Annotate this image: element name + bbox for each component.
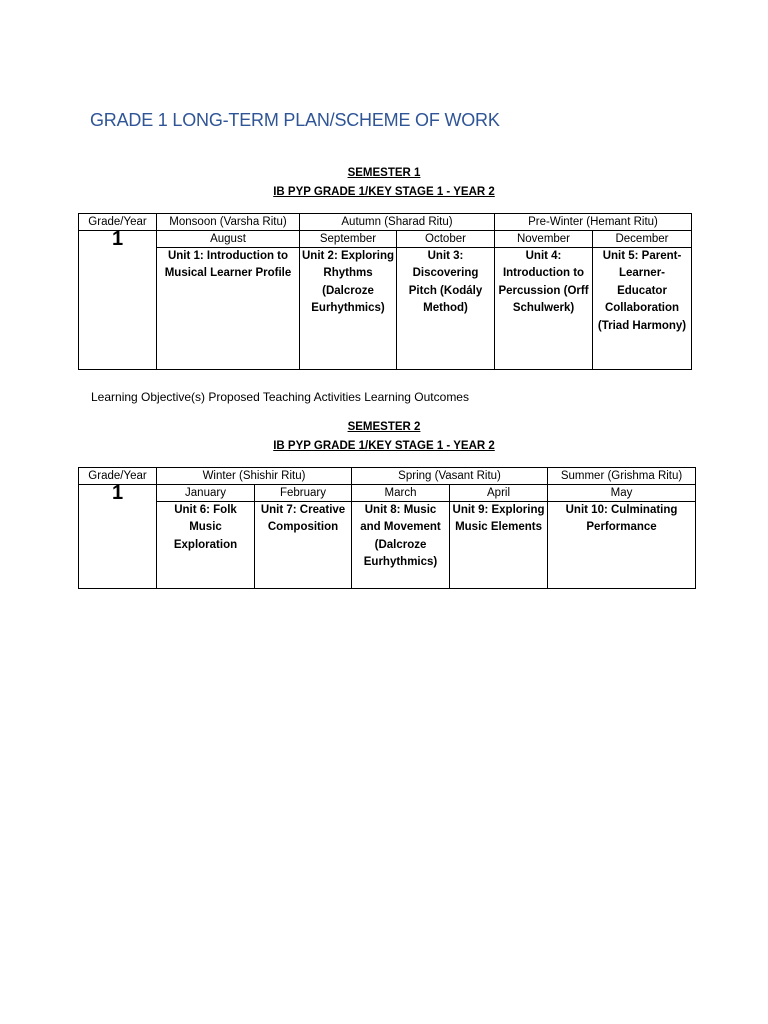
unit-row — [79, 502, 696, 589]
month-cell: February — [255, 485, 352, 502]
unit-cell: Unit 6: Folk Music Exploration — [157, 502, 255, 589]
month-cell: December — [593, 231, 692, 248]
month-row — [79, 485, 696, 502]
semester-2-heading — [0, 418, 768, 456]
season-cell: Pre-Winter (Hemant Ritu) — [495, 214, 692, 231]
month-cell: March — [352, 485, 450, 502]
semester-1-table — [78, 213, 692, 370]
unit-cell: Unit 8: Music and Movement (Dalcroze Eurhythmics) — [352, 502, 450, 589]
season-cell: Spring (Vasant Ritu) — [352, 468, 548, 485]
semester-1-title: SEMESTER 1 — [347, 167, 421, 179]
season-cell: Summer (Grishma Ritu) — [548, 468, 696, 485]
semester-1-subtitle: IB PYP GRADE 1/KEY STAGE 1 - YEAR 2 — [273, 186, 495, 198]
grade-year-header: Grade/Year — [79, 468, 157, 485]
month-cell: April — [450, 485, 548, 502]
season-row — [79, 468, 696, 485]
semester-2-table — [78, 467, 696, 589]
semester-1-heading — [0, 164, 768, 202]
unit-cell: Unit 10: Culminating Performance — [548, 502, 696, 589]
page-title: GRADE 1 LONG-TERM PLAN/SCHEME OF WORK — [90, 110, 500, 130]
grade-number: 1 — [79, 485, 157, 589]
unit-cell: Unit 4: Introduction to Percussion (Orff Schulwerk) — [495, 248, 593, 370]
unit-cell: Unit 2: Exploring Rhythms (Dalcroze Eurhythmics) — [300, 248, 397, 370]
semester-2-title: SEMESTER 2 — [347, 421, 421, 433]
unit-row — [79, 248, 692, 370]
month-cell: January — [157, 485, 255, 502]
season-cell: Autumn (Sharad Ritu) — [300, 214, 495, 231]
month-cell: November — [495, 231, 593, 248]
unit-cell: Unit 9: Exploring Music Elements — [450, 502, 548, 589]
month-row — [79, 231, 692, 248]
semester-2-subtitle: IB PYP GRADE 1/KEY STAGE 1 - YEAR 2 — [273, 440, 495, 452]
grade-number: 1 — [79, 231, 157, 370]
objectives-line: Learning Objective(s) Proposed Teaching Activities Learning Outcomes — [91, 390, 469, 404]
season-cell: Monsoon (Varsha Ritu) — [157, 214, 300, 231]
grade-year-header: Grade/Year — [79, 214, 157, 231]
month-cell: October — [397, 231, 495, 248]
month-cell: September — [300, 231, 397, 248]
season-row — [79, 214, 692, 231]
month-cell: August — [157, 231, 300, 248]
unit-cell: Unit 5: Parent-Learner-Educator Collaboration (Triad Harmony) — [593, 248, 692, 370]
unit-cell: Unit 3: Discovering Pitch (Kodály Method) — [397, 248, 495, 370]
season-cell: Winter (Shishir Ritu) — [157, 468, 352, 485]
unit-cell: Unit 7: Creative Composition — [255, 502, 352, 589]
month-cell: May — [548, 485, 696, 502]
unit-cell: Unit 1: Introduction to Musical Learner Profile — [157, 248, 300, 370]
